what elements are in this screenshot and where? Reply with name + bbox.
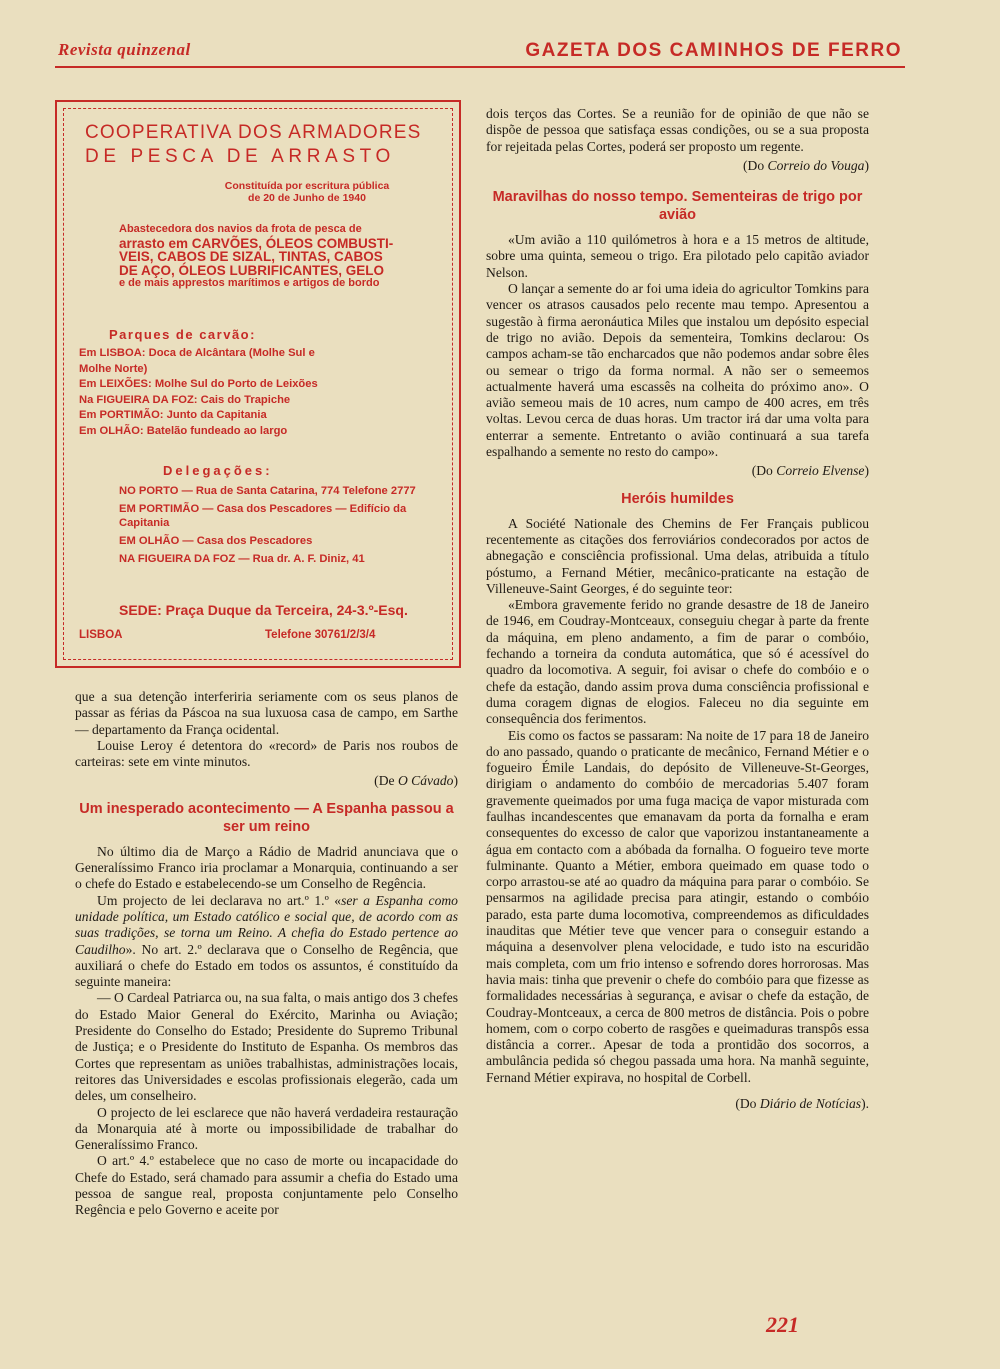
source-name: O Cávado (397, 773, 454, 789)
ad-title-line2: DE PESCA DE ARRASTO (85, 146, 395, 167)
header-rule (55, 66, 905, 68)
header-left: Revista quinzenal (58, 40, 191, 59)
article-heading: Maravilhas do nosso tempo. Sementeiras de trigo por avião (492, 189, 863, 224)
article-heading: Heróis humildes (621, 490, 734, 507)
source-prefix: (Do (735, 1096, 760, 1112)
ad-constituted-line2: de 20 de Junho de 1940 (248, 192, 366, 204)
left-column (75, 689, 458, 1219)
ad-delegation-item: EM PORTIMÃO — Casa dos Pescadores — Edifício da Capitania (119, 503, 407, 529)
source-suffix: ). (861, 1096, 869, 1112)
header-right: GAZETA DOS CAMINHOS DE FERRO (525, 40, 902, 61)
source-prefix: (De (374, 773, 398, 789)
paragraph (75, 893, 458, 991)
ad-supply-line1: Abastecedora dos navios da frota de pesca de (119, 223, 362, 235)
source-prefix: (Do (743, 157, 768, 173)
quoted-law-text: ser a Espanha como unidade política, um Estado católico e social que, de acordo com as suas tradições, se torna um Reino. A chefia do Estado pertence ao Caudilho (75, 892, 458, 957)
ad-supply (119, 223, 444, 291)
ad-sede: SEDE: Praça Duque da Terceira, 24-3.º-Esq. (119, 602, 408, 618)
ad-supply-line3: VEIS, CABOS DE SIZAL, TINTAS, CABOS (119, 249, 383, 264)
paragraph: Louise Leroy é detentora do «record» de Paris nos roubos de carteiras: sete em vinte minutos. (75, 737, 458, 770)
source-attribution (486, 463, 869, 479)
ad-park-item: Em OLHÃO: Batelão fundeado ao largo (79, 424, 288, 437)
right-column (486, 106, 869, 1118)
paragraph: O art.º 4.º estabelece que no caso de morte ou incapacidade do Chefe do Estado, será chamado para assumir a chefia do Estado uma pessoa de sangue real, proposta conjuntamente pelo Conselho Regência e pelo Governo e aceite por (75, 1153, 458, 1218)
ad-delegation-item: EM OLHÃO — Casa dos Pescadores (119, 535, 313, 547)
paragraph-part: Um projecto de lei declarava no art.º 1.º « (97, 892, 342, 908)
source-suffix: ) (864, 463, 869, 479)
source-name: Diário de Notícias (759, 1096, 862, 1112)
source-suffix: ) (864, 157, 869, 173)
paragraph-part: ». No art. 2.º declarava que o Conselho de Regência, que auxiliará o chefe do Estado em todos os assuntos, é constituído da seguinte maneira: (75, 941, 458, 990)
ad-delegation-item: NO PORTO — Rua de Santa Catarina, 774 Telefone 2777 (119, 485, 416, 497)
source-name: Correio do Vouga (767, 157, 865, 173)
source-attribution (486, 1096, 869, 1112)
ad-constituted (197, 180, 417, 204)
ad-constituted-line1: Constituída por escritura pública (224, 180, 390, 192)
article-heading: Um inesperado acontecimento — A Espanha passou a ser um reino (79, 800, 454, 835)
paragraph: A Société Nationale des Chemins de Fer Français publicou recentemente as citações dos ferroviários condecorados por actos de abnegação e consciência profissional. Uma delas, atribuida a título póstumo, a Fernand Métier, mecânico-praticante na estação de Villeneuve-Saint Georges, é do seguinte teor: (486, 515, 869, 596)
paragraph: O projecto de lei esclarece que não haverá verdadeira restauração da Monarquia até à morte ou impossibilidade de trabalhar do Generalíssimo Franco. (75, 1104, 458, 1153)
ad-park-item: Em PORTIMÃO: Junto da Capitania (79, 409, 267, 421)
paragraph: Eis como os factos se passaram: Na noite de 17 para 18 de Janeiro do ano passado, quando o praticante de mecânico, Fernand Métier e o fogueiro Émile Landais, do depósito de Villeneuve-St-Georges, dirigiam o andamento do combóio de mercadorias 5.407 foram gravemente queimados por uma fuga maciça de vapor misturada com faulhas incandescentes que emanavam da porta da fornalha e eram consequentes do excesso de calor que vaporizou instantaneamente a água em contacto com a abóbada da fornalha. O fogueiro teve morte fulminante. Quanto a Métier, embora queimado em quase todo o corpo arrastou-se até ao quadro da máquina para parar o combóio. Se pensarmos na agilidade precisa para atingir, estando o combóio parado, esta parte duma locomotiva, compreendemos as dificuldades inauditas que Métier teve que vencer para o conseguir estando a máquina a desenvolver plena velocidade, e tudo isto na escuridão mais completa, com um frio intenso e sofrendo dores horrorosas. Mas havia mais: tinha que prevenir o chefe do combóio para que fizesse as formalidades necessárias à segurança, e avisar o chefe da estação, de Coudray-Montceaux, a cerca de 800 metros de distância. Pois o pobre homem, com o corpo coberto de rasgões e queimaduras transpôs essa distância a correr.. Apesar de toda a prontidão dos socorros, a ambulância pedida só chegou passada uma hora. Na manhã seguinte, Fernand Métier expirava, no hospital de Corbell. (486, 727, 869, 1085)
ad-park-item: Na FIGUEIRA DA FOZ: Cais do Trapiche (79, 393, 291, 406)
source-suffix: ) (453, 773, 458, 789)
source-name: Correio Elvense (776, 463, 865, 479)
paragraph: dois terços das Cortes. Se a reunião for de opinião de que não se dispõe de pessoa que satisfaça essas condições, ou se a sua proposta for rejeitada pelas Cortes, poderá ser proposto um regente. (486, 106, 869, 154)
ad-park-item: Molhe Norte) (79, 362, 148, 375)
ad-park-item: Em LISBOA: Doca de Alcântara (Molhe Sul e (79, 347, 315, 359)
source-attribution (75, 773, 458, 789)
ad-title-line1: COOPERATIVA DOS ARMADORES (85, 122, 422, 143)
ad-delegations-title: Delegações: (163, 463, 273, 478)
ad-parks-title: Parques de carvão: (109, 327, 256, 342)
source-prefix: (Do (751, 463, 777, 479)
ad-telefone: Telefone 30761/2/3/4 (265, 629, 376, 641)
ad-park-item: Em LEIXÕES: Molhe Sul do Porto de Leixões (79, 378, 318, 390)
page-number: 221 (766, 1312, 799, 1337)
paragraph: «Um avião a 110 quilómetros à hora e a 15 metros de altitude, sobre uma quinta, semeou o trigo. Era pilotado pelo capitão aviador Nelson. (486, 232, 869, 280)
ad-supply-line2: arrasto em CARVÕES, ÓLEOS COMBUSTI- (119, 235, 394, 251)
ad-delegation-item: NA FIGUEIRA DA FOZ — Rua dr. A. F. Diniz, 41 (119, 553, 365, 565)
advertisement (55, 100, 461, 668)
paragraph: «Embora gravemente ferido no grande desastre de 18 de Janeiro de 1946, em Coudray-Montceaux, conseguiu chegar à parte da frente da máquina, em pleno andamento, a fim de parar o combóio, fechando a torneira da conduta automática, que só é acessível do quadro da locomotiva. A seguir, foi avisar o chefe do combóio e o chefe da estação, dando assim prova duma consciência profissional e duma coragem dignas de elogios. Faleceu no dia seguinte em consequência dos ferimentos. (486, 597, 869, 727)
paragraph: — O Cardeal Patriarca ou, na sua falta, o mais antigo dos 3 chefes do Estado Maior General do Exército, Marinha ou Aviação; Presidente do Conselho do Estado; Presidente do Supremo Tribunal de Justiça; e o Presidente do Instituto de Espanha. Os membros das Cortes que representam as uniões trabalhistas, administrações locais, reitores das Universidades e escolas profissionais elegerão, cada um deles, um conselheiro. (75, 990, 458, 1104)
ad-supply-line5: e de mais apprestos marítimos e artigos de bordo (119, 277, 380, 289)
source-attribution (486, 158, 869, 174)
ad-parks-list (79, 346, 399, 439)
paragraph: No último dia de Março a Rádio de Madrid anunciava que o Generalíssimo Franco iria proclamar a Monarquia, continuando a ser o chefe do Estado e estabelecendo-se um Conselho de Regência. (75, 843, 458, 892)
ad-supply-line4: DE AÇO, ÓLEOS LUBRIFICANTES, GELO (119, 262, 385, 278)
ad-lisboa: LISBOA (79, 629, 123, 641)
paragraph: que a sua detenção interferiria seriamente com os seus planos de passar as férias da Páscoa na sua luxuosa casa de campo, em Sarthe — departamento da França ocidental. (75, 689, 458, 737)
paragraph: O lançar a semente do ar foi uma ideia do agricultor Tomkins para vencer os atrasos causados pelo recente mau tempo. Apresentou a sugestão à firma aeronáutica Miles que instalou um depósito especial de trigo no avião. Depois da sementeira, Tomkins declarou: Os campos acham-se tão encharcados que não podemos andar sobre êles ou semear o trigo da forma normal. A não ser o semeemos actualmente haverá uma escassês na colheita do próximo ano». O avião semeou mais de 10 acres, num campo de 400 acres, em três voltas. Levou cerca de duas horas. Um tractor irá dar uma volta para enterrar a semente. Entretanto o avião continuará a sua tarefa espalhando a semente no resto do campo». (486, 281, 869, 460)
ad-delegations-list (119, 484, 419, 570)
